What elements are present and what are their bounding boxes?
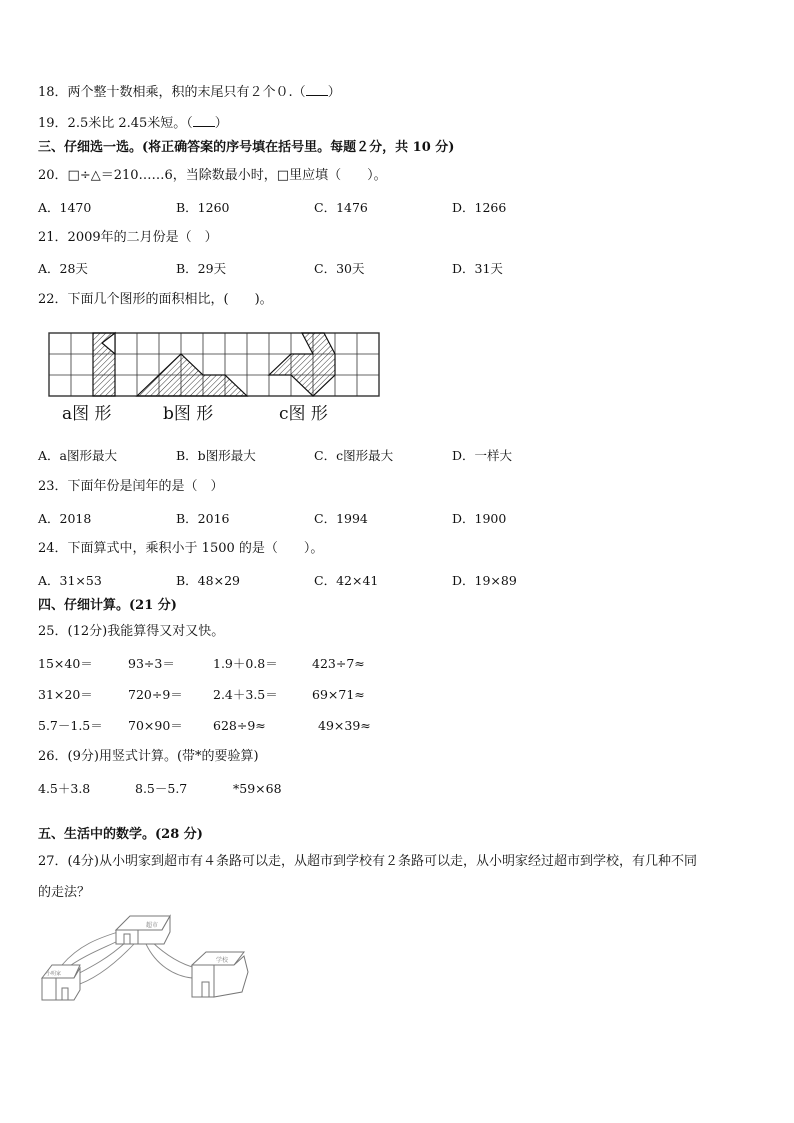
figure-label-b: b图 形: [163, 404, 214, 424]
q23-option-d[interactable]: D．1900: [452, 511, 507, 526]
road: [152, 942, 196, 968]
question-23: 23．下面年份是闰年的是（ ）: [38, 479, 224, 494]
q22-option-b[interactable]: B．b图形最大: [176, 448, 256, 463]
figure-label-a: a图 形: [62, 404, 112, 424]
route-map-figure: [34, 910, 264, 1005]
svg-text:学校: 学校: [216, 957, 229, 964]
area-comparison-figure: [40, 325, 390, 430]
section-5-heading: 五、生活中的数学。(28 分): [38, 827, 203, 842]
q20-option-c[interactable]: C．1476: [314, 200, 368, 215]
q21-option-a[interactable]: A．28天: [38, 261, 88, 276]
calc-item: 49×39≈: [318, 718, 371, 733]
q21-option-c[interactable]: C．30天: [314, 261, 365, 276]
question-24: 24．下面算式中，乘积小于 1500 的是（ ）。: [38, 541, 324, 556]
shape-c: [269, 333, 335, 396]
question-19: 19．2.5米比 2.45米短。（ ）: [38, 116, 228, 131]
q23-option-b[interactable]: B．2016: [176, 511, 230, 526]
q20-option-d[interactable]: D．1266: [452, 200, 507, 215]
q20-option-a[interactable]: A．1470: [38, 200, 92, 215]
q23-option-a[interactable]: A．2018: [38, 511, 92, 526]
calc-item: 31×20＝: [38, 687, 93, 702]
q24-option-b[interactable]: B．48×29: [176, 573, 240, 588]
question-27-line1: 27．(4分)从小明家到超市有４条路可以走，从超市到学校有２条路可以走，从小明家经过超市到学校，有几种不同: [38, 854, 697, 869]
road: [146, 944, 192, 978]
calc-item: 15×40＝: [38, 656, 93, 671]
section-3-heading: 三、仔细选一选。(将正确答案的序号填在括号里。每题２分，共 10 分): [38, 140, 455, 155]
question-27-line2: 的走法？: [38, 885, 91, 900]
q21-option-d[interactable]: D．31天: [452, 261, 503, 276]
q24-option-d[interactable]: D．19×89: [452, 573, 517, 588]
supermarket-building: [116, 916, 170, 944]
q20-option-b[interactable]: B．1260: [176, 200, 230, 215]
home-building: [42, 965, 80, 1000]
section-4-heading: 四、仔细计算。(21 分): [38, 598, 177, 613]
vertical-calc-item: *59×68: [233, 781, 282, 796]
q22-option-c[interactable]: C．c图形最大: [314, 448, 394, 463]
road: [62, 932, 118, 965]
school-building: [192, 952, 248, 997]
answer-blank[interactable]: [193, 114, 215, 127]
vertical-calc-item: 4.5＋3.8: [38, 781, 91, 796]
q22-option-a[interactable]: A．a图形最大: [38, 448, 117, 463]
calc-item: 2.4＋3.5＝: [213, 687, 278, 702]
question-22: 22．下面几个图形的面积相比，( )。: [38, 292, 273, 307]
question-21: 21．2009年的二月份是（ ）: [38, 230, 218, 245]
calc-item: 628÷9≈: [213, 718, 266, 733]
calc-item: 1.9＋0.8＝: [213, 656, 278, 671]
calc-item: 423÷7≈: [312, 656, 365, 671]
q22-option-d[interactable]: D．一样大: [452, 448, 513, 463]
calc-item: 5.7－1.5＝: [38, 718, 103, 733]
svg-text:超市: 超市: [146, 922, 159, 929]
question-18: 18．两个整十数相乘，积的末尾只有２个０.（ ）: [38, 85, 341, 100]
calc-item: 93÷3＝: [128, 656, 175, 671]
question-25: 25．(12分)我能算得又对又快。: [38, 624, 225, 639]
question-26: 26．(9分)用竖式计算。(带*的要验算): [38, 749, 259, 764]
answer-blank[interactable]: [306, 83, 328, 96]
calc-item: 720÷9＝: [128, 687, 183, 702]
vertical-calc-item: 8.5－5.7: [135, 781, 188, 796]
question-20: 20．□÷△＝210……6，当除数最小时，□里应填（ ）。: [38, 168, 387, 183]
q23-option-c[interactable]: C．1994: [314, 511, 368, 526]
calc-item: 69×71≈: [312, 687, 365, 702]
q24-option-a[interactable]: A．31×53: [38, 573, 102, 588]
calc-item: 70×90＝: [128, 718, 183, 733]
q24-option-c[interactable]: C．42×41: [314, 573, 379, 588]
figure-label-c: c图 形: [279, 404, 328, 424]
road: [74, 944, 134, 986]
svg-text:小明家: 小明家: [46, 971, 62, 977]
q21-option-b[interactable]: B．29天: [176, 261, 227, 276]
